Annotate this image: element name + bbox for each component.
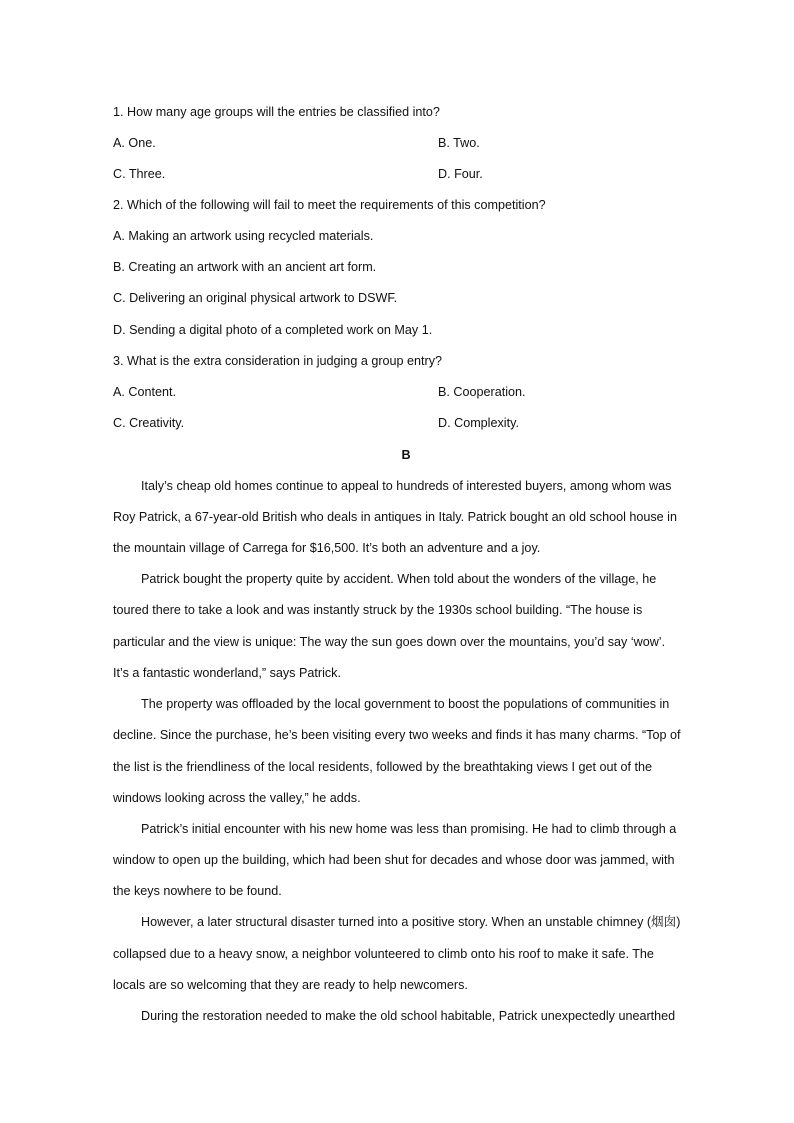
question-1-option-d: D. Four. — [438, 167, 483, 181]
question-2-option-c: C. Delivering an original physical artwork to DSWF. — [113, 291, 398, 305]
section-heading: B — [401, 448, 411, 462]
passage-line: particular and the view is unique: The way the sun goes down over the mountains, you’d say ‘wow’. — [113, 635, 666, 649]
passage-line: However, a later structural disaster turned into a positive story. When an unstable chimney (烟囱) — [141, 915, 681, 929]
question-3-option-a: A. Content. — [113, 385, 177, 399]
passage-line: decline. Since the purchase, he’s been visiting every two weeks and finds it has many charms. “Top of — [113, 728, 681, 742]
question-2-option-d: D. Sending a digital photo of a completed work on May 1. — [113, 323, 433, 337]
question-2-stem: 2. Which of the following will fail to meet the requirements of this competition? — [113, 198, 546, 212]
passage-line: Italy’s cheap old homes continue to appeal to hundreds of interested buyers, among whom was — [141, 479, 672, 493]
passage-line: the list is the friendliness of the local residents, followed by the breathtaking views I get out of the — [113, 760, 653, 774]
passage-line: the keys nowhere to be found. — [113, 884, 282, 898]
passage-line: the mountain village of Carrega for $16,500. It’s both an adventure and a joy. — [113, 541, 541, 555]
passage-line: collapsed due to a heavy snow, a neighbor volunteered to climb onto his roof to make it safe. The — [113, 947, 654, 961]
question-1-stem: 1. How many age groups will the entries be classified into? — [113, 105, 440, 119]
passage-line: It’s a fantastic wonderland,” says Patrick. — [113, 666, 341, 680]
question-3-option-d: D. Complexity. — [438, 416, 519, 430]
question-3-option-b: B. Cooperation. — [438, 385, 526, 399]
passage-line: Patrick’s initial encounter with his new home was less than promising. He had to climb through a — [141, 822, 677, 836]
question-2-option-b: B. Creating an artwork with an ancient art form. — [113, 260, 377, 274]
question-1-option-c: C. Three. — [113, 167, 166, 181]
passage-line: Patrick bought the property quite by accident. When told about the wonders of the village, he — [141, 572, 657, 586]
question-1-option-a: A. One. — [113, 136, 156, 150]
question-3-option-c: C. Creativity. — [113, 416, 185, 430]
passage-line: During the restoration needed to make the old school habitable, Patrick unexpectedly unearthed — [141, 1009, 676, 1023]
passage-line: Roy Patrick, a 67-year-old British who deals in antiques in Italy. Patrick bought an old school house in — [113, 510, 677, 524]
passage-line: window to open up the building, which had been shut for decades and whose door was jammed, with — [113, 853, 675, 867]
passage-line: toured there to take a look and was instantly struck by the 1930s school building. “The house is — [113, 603, 643, 617]
passage-line: The property was offloaded by the local government to boost the populations of communities in — [141, 697, 670, 711]
question-3-stem: 3. What is the extra consideration in judging a group entry? — [113, 354, 443, 368]
question-2-option-a: A. Making an artwork using recycled materials. — [113, 229, 374, 243]
passage-line: windows looking across the valley,” he adds. — [113, 791, 361, 805]
passage-line: locals are so welcoming that they are ready to help newcomers. — [113, 978, 468, 992]
question-1-option-b: B. Two. — [438, 136, 480, 150]
